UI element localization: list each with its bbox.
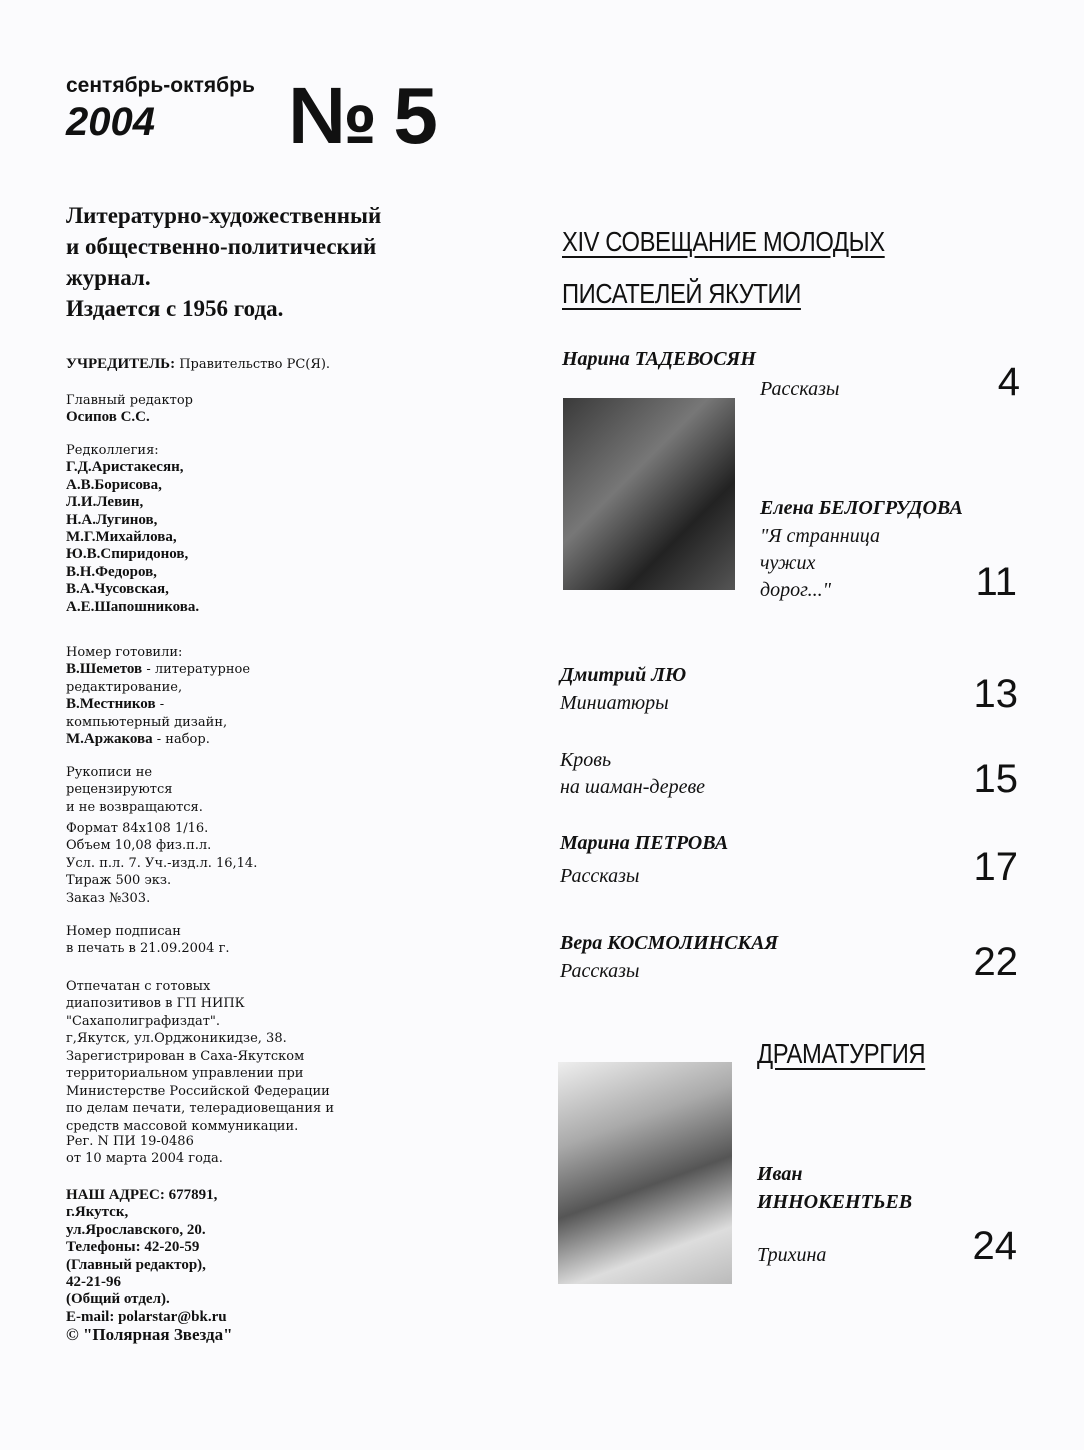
printed-line: г,Якутск, ул.Орджоникидзе, 38. [66,1031,287,1047]
board-member: М.Г.Михайлова, [66,529,177,546]
signed-line: в печать в 21.09.2004 г. [66,941,230,957]
issue-year: 2004 [66,100,155,144]
manuscripts-note [66,764,203,816]
section-heading: ПИСАТЕЛЕЙ ЯКУТИИ [562,278,801,309]
board [66,442,199,616]
founder-value: Правительство РС(Я). [179,357,331,372]
toc-work: Рассказы [560,960,640,982]
note-line: и не возвращаются. [66,799,203,815]
toc-author: Марина ПЕТРОВА [560,832,729,854]
copyright: © "Полярная Звезда" [66,1325,233,1345]
editor [66,392,193,427]
reg-number [66,1133,223,1168]
format-line: Усл. п.л. 7. Уч.-изд.л. 16,14. [66,855,258,871]
staff-name: М.Аржакова [66,731,153,748]
board-member: Г.Д.Аристакесян, [66,459,184,476]
registration-info [66,1048,334,1135]
toc-page: 17 [973,845,1018,889]
staff-role: - компьютерный дизайн, [66,697,228,730]
author-photo-tadevosyan [563,398,735,590]
address-line: г.Якутск, [66,1204,129,1221]
toc-page: 24 [972,1224,1017,1268]
email-link: E-mail: polarstar@bk.ru [66,1308,227,1325]
signed-info [66,923,230,958]
registration-line: территориальном управлении при [66,1066,304,1082]
address [66,1187,233,1346]
registration-line: по делам печати, телерадиовещания и [66,1101,334,1117]
toc-author: Нарина ТАДЕВОСЯН [562,348,756,370]
board-member: А.Е.Шапошникова. [66,598,200,615]
board-member: Ю.В.Спиридонов, [66,546,189,563]
author-line: Иван [757,1163,803,1185]
staff-role: - литературное редактирование, [66,662,251,695]
toc-author [757,1160,912,1216]
author-line: ИННОКЕНТЬЕВ [757,1191,913,1213]
address-line: НАШ АДРЕС: 677891, [66,1187,218,1203]
staff-role: - набор. [156,732,210,748]
toc-work: Миниатюры [560,692,669,714]
registration-line: средств массовой коммуникации. [66,1118,299,1134]
toc-work: Рассказы [560,865,640,887]
board-member: Н.А.Лугинов, [66,511,158,528]
section-heading: ДРАМАТУРГИЯ [757,1038,926,1069]
signed-line: Номер подписан [66,924,181,939]
journal-subtitle [66,200,466,324]
address-line: (Общий отдел). [66,1291,170,1308]
work-line: Кровь [560,749,612,771]
work-line: чужих [760,552,816,574]
prepared-label: Номер готовили: [66,645,183,660]
board-label: Редколлегия: [66,443,159,458]
section-heading: XIV СОВЕЩАНИЕ МОЛОДЫХ [562,226,885,257]
toc-page: 4 [997,360,1020,404]
staff-name: В.Местников [66,696,156,713]
printed-info [66,978,287,1048]
toc-page: 11 [975,560,1017,604]
format-line: Тираж 500 экз. [66,873,172,889]
toc-work [760,523,880,604]
board-member: В.Н.Федоров, [66,563,157,580]
board-member: В.А.Чусовская, [66,581,169,598]
format-line: Заказ №303. [66,890,151,906]
toc-work [560,747,705,801]
subtitle-line: и общественно-политический [66,234,377,259]
board-member: Л.И.Левин, [66,494,144,511]
printed-line: диапозитивов в ГП НИПК [66,996,245,1012]
address-line: Телефоны: 42-20-59 [66,1239,200,1256]
toc-author: Елена БЕЛОГРУДОВА [760,497,963,519]
format-line: Формат 84х108 1/16. [66,821,209,836]
toc-author: Дмитрий ЛЮ [560,664,687,686]
work-line: "Я странница [760,525,880,547]
toc-work: Рассказы [760,378,840,400]
founder [66,356,330,373]
format-info [66,820,257,907]
format-line: Объем 10,08 физ.п.л. [66,838,212,854]
prepared [66,644,266,748]
toc-page: 13 [973,672,1018,716]
founder-label: УЧРЕДИТЕЛЬ: [66,356,176,372]
work-line: дорог..." [760,579,832,601]
toc-page: 22 [973,940,1018,984]
toc-work: Трихина [757,1244,827,1266]
issue-month: сентябрь-октябрь [66,74,255,97]
subtitle-line: Литературно-художественный [66,203,382,228]
author-photo-innokentyev [558,1062,732,1284]
editor-name: Осипов С.С. [66,409,150,426]
note-line: рецензируются [66,782,173,798]
address-line: 42-21-96 [66,1274,121,1291]
reg-line: от 10 марта 2004 года. [66,1151,223,1167]
board-member: А.В.Борисова, [66,476,162,493]
staff-name: В.Шеметов [66,661,143,678]
subtitle-line: Издается с 1956 года. [66,296,284,321]
printed-line: Отпечатан с готовых [66,979,211,994]
registration-line: Зарегистрирован в Саха-Якутском [66,1049,305,1064]
registration-line: Министерстве Российской Федерации [66,1083,330,1099]
toc-page: 15 [973,757,1018,801]
address-line: (Главный редактор), [66,1256,206,1273]
note-line: Рукописи не [66,765,153,780]
issue-number: № 5 [288,71,435,160]
address-line: ул.Ярославского, 20. [66,1221,206,1238]
subtitle-line: журнал. [66,265,151,290]
work-line: на шаман-дереве [560,776,706,798]
reg-line: Рег. N ПИ 19-0486 [66,1134,194,1149]
editor-label: Главный редактор [66,393,193,408]
printed-line: "Сахаполиграфиздат". [66,1013,221,1029]
toc-author: Вера КОСМОЛИНСКАЯ [560,932,779,954]
